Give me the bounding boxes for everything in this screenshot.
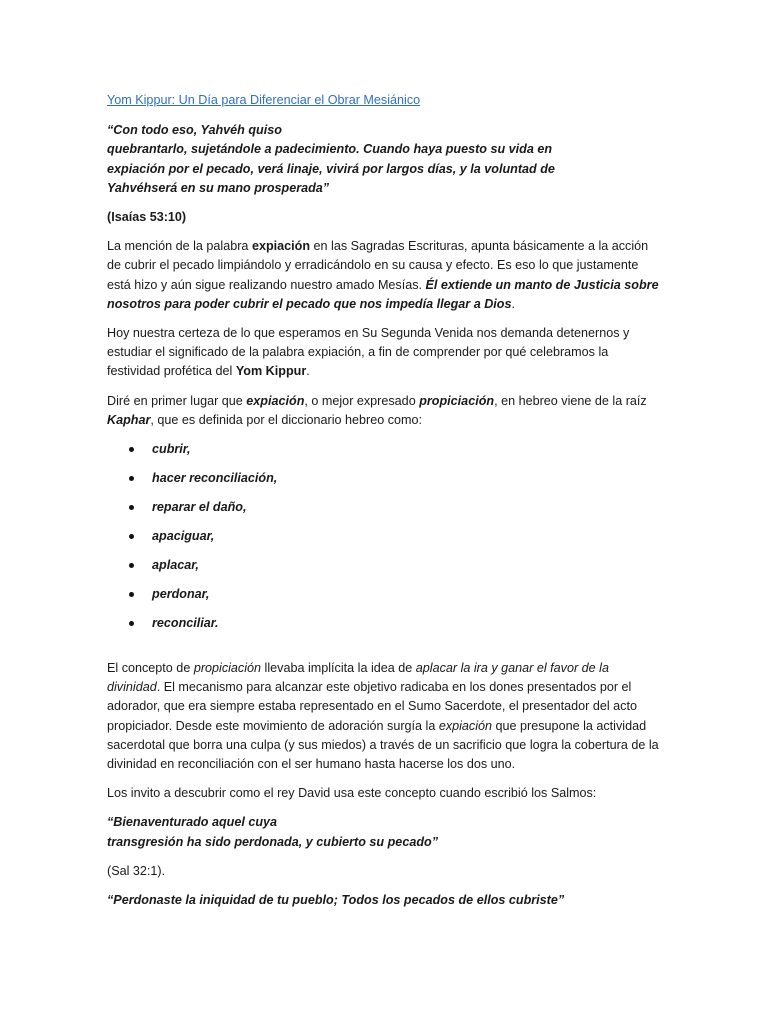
text-run: en las Sagradas Escrituras, apunta básicamente a la acción de cubrir el pecado limpiándolo y erradicándolo en su causa y efecto. Es eso lo que justamente está hizo y aún sigue realizando nuestro amado Mesías. xyxy=(107,239,649,292)
list-item xyxy=(107,469,663,498)
list-item-text: reparar el daño, xyxy=(152,500,247,515)
quote-line: expiación por el pecado, verá linaje, vivirá por largos días, y la voluntad de xyxy=(107,161,555,176)
spacer xyxy=(107,643,663,659)
psalm-quote xyxy=(107,813,663,851)
quote-line: “Bienaventurado aquel cuya xyxy=(107,815,278,830)
list-item-text: cubrir, xyxy=(152,442,191,457)
text-run: , que es definida por el diccionario hebreo como: xyxy=(150,412,423,427)
paragraph-kaphar xyxy=(107,392,663,430)
bullet-icon xyxy=(129,563,134,568)
document-title-link[interactable]: Yom Kippur: Un Día para Diferenciar el Obrar Mesiánico xyxy=(107,93,421,107)
bullet-icon xyxy=(129,621,134,626)
text-run: , en hebreo viene de la raíz xyxy=(494,393,647,408)
list-item-text: hacer reconciliación, xyxy=(152,471,278,486)
text-run: llevaba implícita la idea de xyxy=(261,661,416,676)
term-expiacion: expiación xyxy=(246,393,305,408)
document-body xyxy=(107,91,663,920)
bullet-icon xyxy=(129,534,134,539)
term-kaphar: Kaphar xyxy=(107,412,151,427)
emphasis-statement: Él extiende un manto de Justicia sobre nosotros para poder cubrir el pecado que nos impedía llegar a Dios xyxy=(107,277,659,311)
text-run: Hoy nuestra certeza de lo que esperamos en Su Segunda Venida nos demanda detenernos y estudiar el significado de la palabra expiación, a fin de comprender por qué celebramos la festividad profética del xyxy=(107,326,630,379)
definitions-list xyxy=(107,440,663,643)
paragraph-salmos-intro: Los invito a descubrir como el rey David usa este concepto cuando escribió los Salmos: xyxy=(107,786,597,801)
quote-line: Yahvéhserá en su mano prosperada” xyxy=(107,180,330,195)
list-item xyxy=(107,556,663,585)
term-expiacion: expiación xyxy=(438,718,493,733)
bold-term: expiación xyxy=(251,239,311,254)
bullet-icon xyxy=(129,476,134,481)
term-propiciacion: propiciación xyxy=(419,393,495,408)
text-run: . El mecanismo para alcanzar este objetivo radicaba en los dones presentados por el adorador, que era siempre estaba representado en el Sumo Sacerdote, el presentador del acto propiciador. Desde este movimiento de adoración surgía la xyxy=(107,680,637,733)
bullet-icon xyxy=(129,505,134,510)
isaiah-quote xyxy=(107,121,663,198)
list-item xyxy=(107,440,663,469)
text-run: que presupone la actividad sacerdotal que borra una culpa (y sus miedos) a través de un sacrificio que logra la cobertura de la divinidad en reconciliación con el ser humano hasta hacerse los dos uno. xyxy=(107,718,659,772)
psalm-quote-2: “Perdonaste la iniquidad de tu pueblo; Todos los pecados de ellos cubriste” xyxy=(107,893,565,908)
text-run: Diré en primer lugar que xyxy=(107,393,247,408)
list-item xyxy=(107,585,663,614)
text-run: La mención de la palabra xyxy=(107,239,252,254)
text-run: . xyxy=(306,364,310,379)
term-propiciacion: propiciación xyxy=(193,661,262,676)
quote-line: “Con todo eso, Yahvéh quiso xyxy=(107,123,282,138)
paragraph-segunda-venida xyxy=(107,324,663,382)
quote-line: quebrantarlo, sujetándole a padecimiento. Cuando haya puesto su vida en xyxy=(107,142,553,157)
list-item-text: apaciguar, xyxy=(152,529,215,544)
text-run: . xyxy=(511,296,515,311)
psalm-reference: (Sal 32:1). xyxy=(107,863,166,878)
list-item-text: perdonar, xyxy=(152,587,210,602)
italic-phrase: aplacar la ira y ganar el favor de la divinidad xyxy=(107,661,609,695)
list-item xyxy=(107,527,663,556)
list-item-text: reconciliar. xyxy=(152,616,219,631)
bold-term: Yom Kippur xyxy=(235,364,307,379)
paragraph-expiacion-intro xyxy=(107,237,663,314)
paragraph-propiciacion xyxy=(107,659,663,774)
list-item xyxy=(107,614,663,643)
bullet-icon xyxy=(129,447,134,452)
isaiah-reference: (Isaías 53:10) xyxy=(107,210,187,225)
text-run: , o mejor expresado xyxy=(304,393,420,408)
quote-line: transgresión ha sido perdonada, y cubierto su pecado” xyxy=(107,834,439,849)
text-run: El concepto de xyxy=(107,661,194,676)
bullet-icon xyxy=(129,592,134,597)
list-item xyxy=(107,498,663,527)
list-item-text: aplacar, xyxy=(152,558,199,573)
